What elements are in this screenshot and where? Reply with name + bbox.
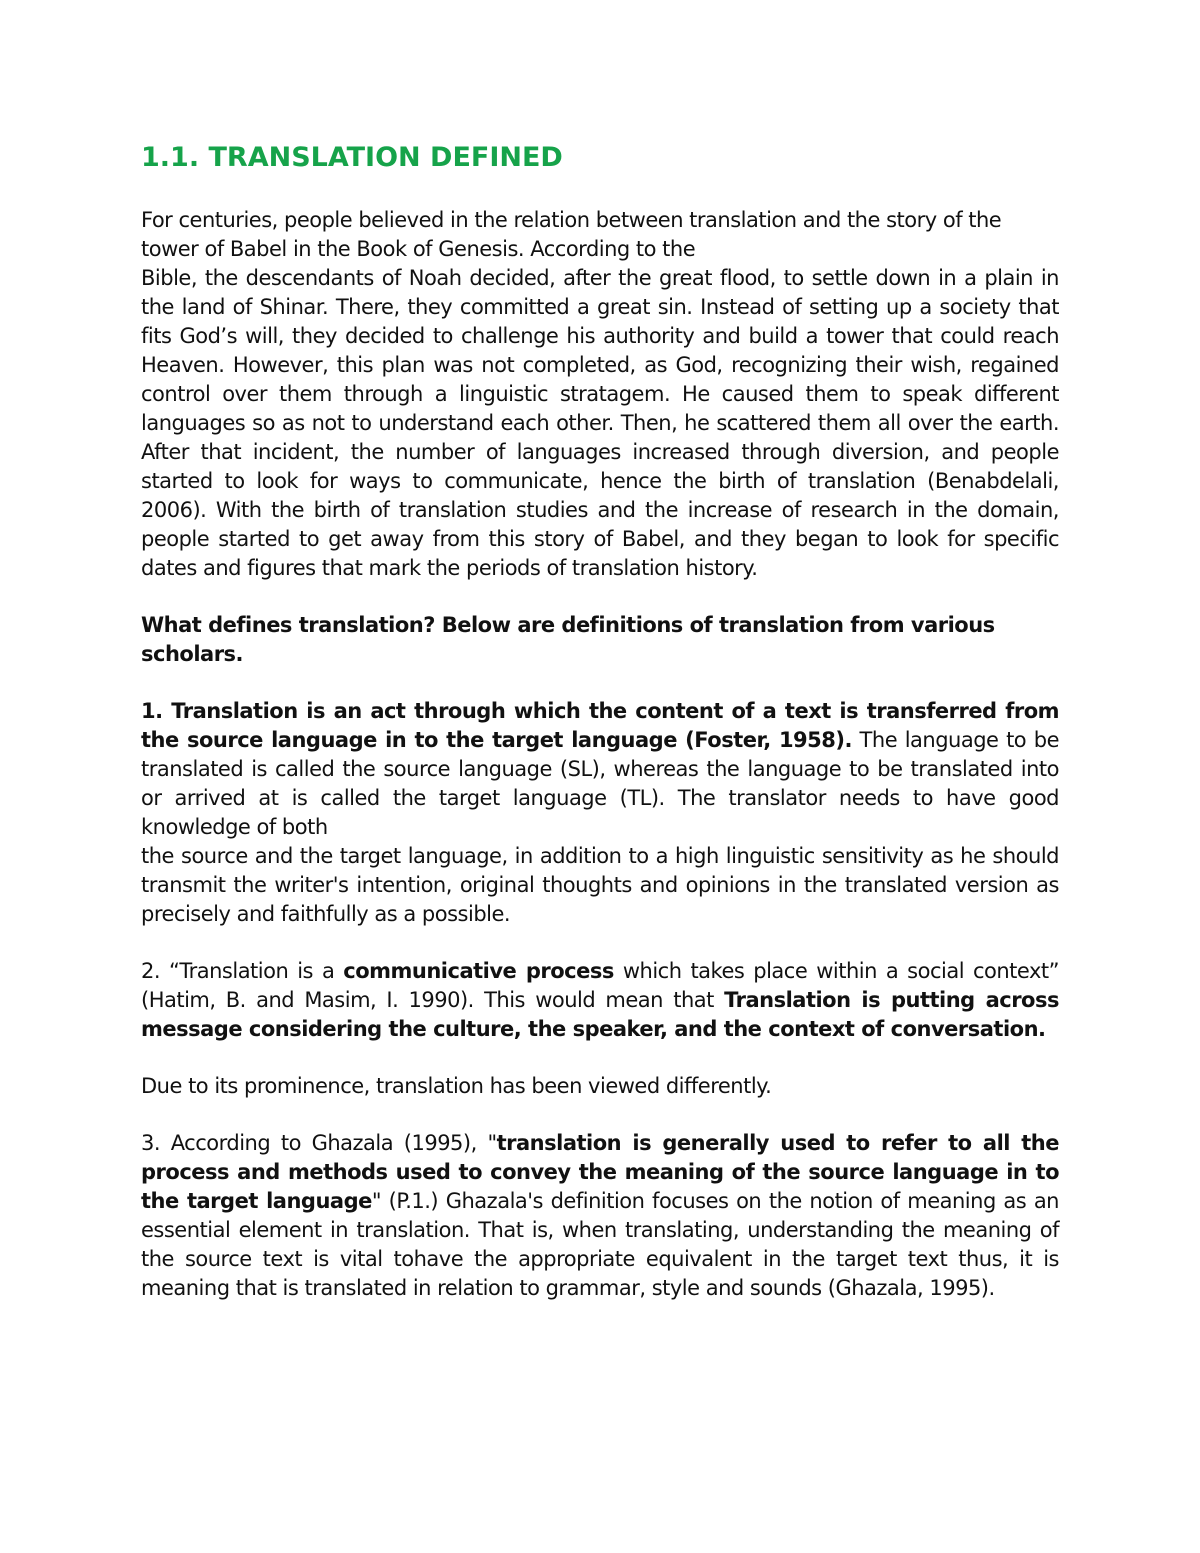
document-body [141, 138, 1059, 1331]
definition-1-bold: 1. Translation is an act through which the content of a text is transferred from the source language in to the target language (Foster, 1958). [141, 699, 1059, 752]
definition-3-intro: 3. According to Ghazala (1995), " [141, 1131, 497, 1155]
intro-paragraph [141, 206, 1059, 583]
definition-2-intro: 2. “Translation is a [141, 959, 344, 983]
prominence-paragraph [141, 1072, 1059, 1101]
definition-2-bold-term: communicative process [343, 959, 614, 983]
definition-2-bold-conclusion: Translation is putting across message considering the culture, the speaker, and the context of conversation. [141, 988, 1059, 1041]
intro-text: Bible, the descendants of Noah decided, after the great flood, to settle down in a plain in the land of Shinar. There, they committed a great sin. Instead of setting up a society that fits God’s will, they decided to challenge his authority and build a tower that could reach Heaven. However, this plan was not completed, as God, recognizing their wish, regained control over them through a linguistic stratagem. He caused them to speak different languages so as not to understand each other. Then, he scattered them all over the earth. After that incident, the number of languages increased through diversion, and people started to look for ways to communicate, hence the birth of translation (Benabdelali, 2006). With the birth of translation studies and the increase of research in the domain, people started to get away from this story of Babel, and they began to look for specific dates and figures that mark the periods of translation history. [141, 266, 1059, 580]
definition-1-text-2: the source and the target language, in addition to a high linguistic sensitivity as he should transmit the writer's intention, original thoughts and opinions in the translated version as precisely and faithfully as a possible. [141, 844, 1059, 926]
definition-1-text: The language to be translated is called the source language (SL), whereas the language to be translated into or arrived at is called the target language (TL). The translator needs to have good knowledge of both [141, 728, 1059, 839]
definition-2-text: which takes place within a social context” (Hatim, B. and Masim, I. 1990). This would mean that [141, 959, 1060, 1012]
definition-3-paragraph [141, 1129, 1059, 1303]
question-paragraph [141, 611, 1059, 669]
intro-line-1: For centuries, people believed in the relation between translation and the story of the tower of Babel in the Book of Genesis. According to the [141, 208, 1002, 261]
definition-3-text: " (P.1.) Ghazala's definition focuses on the notion of meaning as an essential element in translation. That is, when translating, understanding the meaning of the source text is vital tohave the appropriate equivalent in the target text thus, it is meaning that is translated in relation to grammar, style and sounds (Ghazala, 1995). [141, 1189, 1059, 1300]
definition-3-bold-quote: translation is generally used to refer to all the process and methods used to convey the meaning of the source language in to the target language [141, 1131, 1059, 1213]
question-text: What defines translation? Below are definitions of translation from various scholars. [141, 613, 995, 666]
prominence-text: Due to its prominence, translation has been viewed differently. [141, 1074, 772, 1098]
section-heading: 1.1. TRANSLATION DEFINED [141, 142, 563, 173]
definition-1-paragraph [141, 697, 1059, 929]
definition-2-paragraph [141, 957, 1059, 1044]
